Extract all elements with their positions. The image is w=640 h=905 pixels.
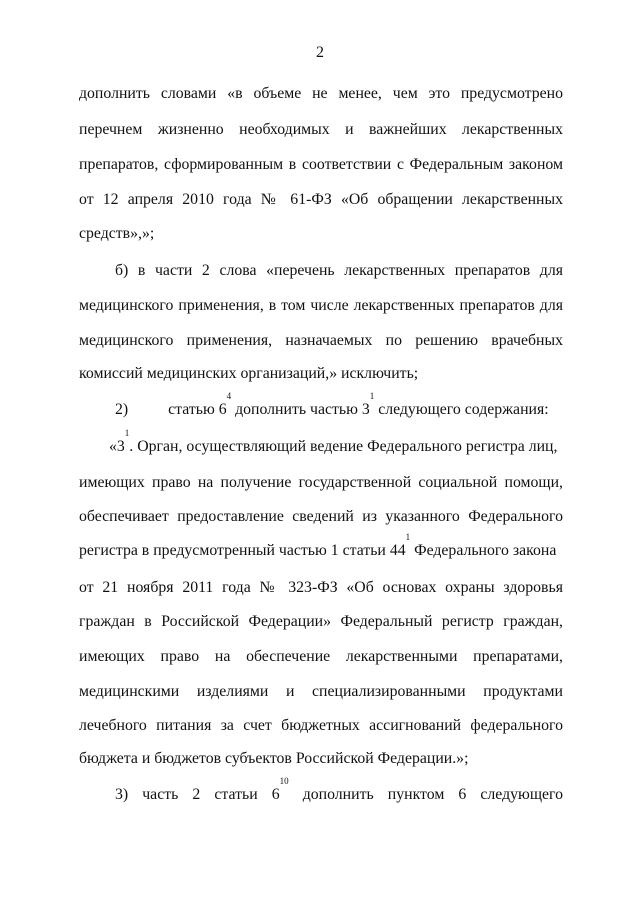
superscript: 1: [124, 428, 130, 438]
text-fragment: . Орган, осуществляющий ведение Федерального регистра лиц,: [129, 438, 558, 455]
text-line: средств»,»;: [79, 225, 155, 242]
text-line: комиссий медицинских организаций,» исключить;: [79, 365, 419, 382]
text-line: лечебного питания за счет бюджетных ассигнований федерального: [79, 717, 563, 734]
superscript: 10: [279, 776, 289, 786]
text-line: от 21 ноября 2011 года № 323-ФЗ «Об основах охраны здоровья: [79, 579, 563, 596]
page-number: 2: [316, 44, 324, 61]
text-line: перечнем жизненно необходимых и важнейших лекарственных: [79, 121, 563, 138]
text-fragment: следующего содержания:: [374, 401, 549, 418]
text-line: [115, 391, 563, 420]
superscript: 4: [226, 391, 232, 401]
text-line: бюджета и бюджетов субъектов Российской Федерации.»;: [79, 750, 469, 767]
text-fragment: дополнить пунктом 6 следующего: [288, 786, 563, 803]
text-line: [79, 532, 563, 561]
text-line: от 12 апреля 2010 года № 61-ФЗ «Об обращении лекарственных: [79, 191, 563, 208]
text-fragment: Федерального закона: [410, 542, 557, 559]
text-line: граждан в Российской Федерации» Федеральный регистр граждан,: [79, 613, 563, 630]
text-fragment: статью 6: [168, 401, 227, 418]
text-fragment: дополнить частью 3: [231, 401, 370, 418]
text-fragment: «3: [109, 438, 125, 455]
text-fragment: 3) часть 2 статьи 6: [115, 786, 280, 803]
text-line: медицинского применения, в том числе лекарственных препаратов для: [79, 297, 563, 314]
text-line: обеспечивает предоставление сведений из указанного Федерального: [79, 508, 563, 525]
superscript: 1: [405, 532, 411, 542]
text-line: медицинского применения, назначаемых по решению врачебных: [79, 332, 563, 349]
item-number: 2): [115, 401, 129, 418]
superscript: 1: [369, 391, 375, 401]
text-line: медицинскими изделиями и специализированными продуктами: [79, 683, 563, 700]
text-line: препаратов, сформированным в соответствии с Федеральным законом: [79, 156, 563, 173]
text-line: [109, 428, 563, 457]
text-line: б) в части 2 слова «перечень лекарственных препаратов для: [115, 262, 563, 279]
text-fragment: регистра в предусмотренный частью 1 статьи 44: [79, 542, 406, 559]
text-line: [115, 776, 563, 805]
text-line: имеющих право на обеспечение лекарственными препаратами,: [79, 648, 563, 665]
text-line: дополнить словами «в объеме не менее, чем это предусмотрено: [79, 85, 563, 102]
text-line: имеющих право на получение государственной социальной помощи,: [79, 474, 563, 491]
